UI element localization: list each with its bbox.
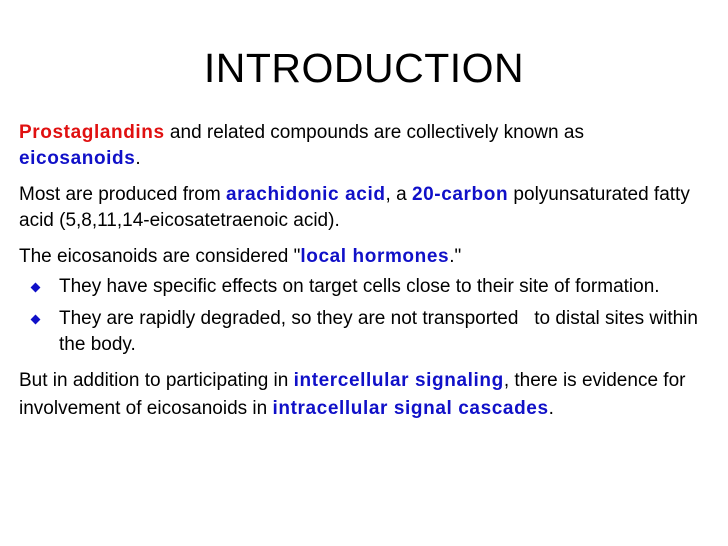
text-segment: Most are produced from	[19, 184, 226, 205]
bullet-item	[19, 306, 709, 358]
paragraph-arachidonic-acid	[19, 182, 709, 234]
paragraph-signaling	[19, 367, 709, 423]
slide-body	[19, 120, 709, 433]
term-intercellular-signaling: intercellular signaling	[293, 370, 504, 391]
bullet-list	[19, 274, 709, 358]
text-segment: and related compounds are collectively known as	[164, 122, 584, 143]
diamond-bullet-icon	[31, 315, 41, 325]
bullet-item	[19, 274, 709, 300]
diamond-bullet-icon	[31, 283, 41, 293]
text-segment: The eicosanoids are considered "	[19, 246, 301, 267]
paragraph-prostaglandins	[19, 120, 709, 172]
text-segment: , a	[385, 184, 412, 205]
term-arachidonic-acid: arachidonic acid	[225, 184, 386, 205]
bullet-text: They have specific effects on target cells close to their site of formation.	[59, 276, 660, 297]
text-segment: .	[548, 398, 554, 419]
term-eicosanoids: eicosanoids	[19, 148, 136, 169]
term-prostaglandins: Prostaglandins	[19, 122, 165, 143]
bullet-text: They are rapidly degraded, so they are not transported to distal sites within the body.	[59, 308, 704, 355]
term-intracellular-signal-cascades: intracellular signal cascades	[272, 398, 549, 419]
text-segment: ."	[449, 246, 462, 267]
text-segment: .	[135, 148, 141, 169]
text-segment: polyunsaturated fatty acid (5,8,11,14-eicosatetraenoic acid).	[19, 184, 690, 231]
slide-title: INTRODUCTION	[203, 45, 525, 91]
text-segment: , there is evidence for involvement of eicosanoids in	[19, 370, 686, 419]
text-segment: But in addition to participating in	[19, 370, 294, 391]
term-local-hormones: local hormones	[300, 246, 450, 267]
term-20-carbon: 20-carbon	[411, 184, 509, 205]
paragraph-local-hormones	[19, 244, 709, 270]
